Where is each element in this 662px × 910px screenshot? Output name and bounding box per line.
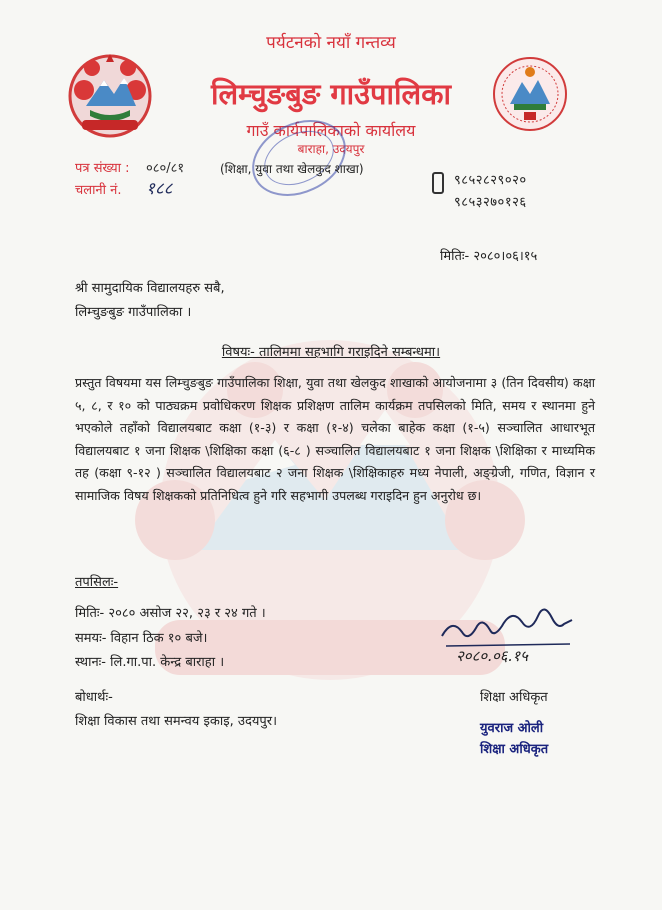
recipient-line-2: लिम्चुङबुङ गाउँपालिका । (75, 305, 192, 320)
subject-text: विषयः- तालिममा सहभागि गराइदिने सम्बन्धमा। (221, 345, 441, 360)
office-address: बाराहा, उदयपुर (297, 142, 365, 156)
office-name: गाउँ कार्यपालिकाको कार्यालय (246, 121, 416, 140)
signature-date: २०८०.०६.१५ (456, 647, 528, 665)
details-heading: तपसिलः- (75, 575, 119, 590)
patra-sankhya-value: ०८०/८१ (146, 161, 185, 176)
signatory-title: शिक्षा अधिकृत (480, 690, 548, 705)
cc-label: बोधार्थः- (75, 690, 113, 705)
municipality-name: लिम्चुङबुङ गाउँपालिका (210, 77, 451, 111)
details-place: स्थानः- लि.गा.पा. केन्द्र बाराहा । (75, 655, 225, 670)
details-time: समयः- विहान ठिक १० बजे। (75, 631, 208, 646)
patra-sankhya-label: पत्र संख्या : (75, 161, 130, 176)
subject-line (0, 342, 662, 360)
phone-number-2: ९८५३२७०१२६ (454, 195, 527, 210)
details-date: मितिः- २०८० असोज २२, २३ र २४ गते । (75, 606, 266, 621)
mobile-phone-icon (432, 172, 444, 194)
body-paragraph: प्रस्तुत विषयमा यस लिम्चुङबुङ गाउँपालिका शिक्षा, युवा तथा खेलकुद शाखाको आयोजनामा ३ (तिन दिवसीय) कक्षा ५, ८, र १० को पाठ्यक्रम प्रवोधिकरण शिक्षक प्रशिक्षण तालिम कार्यक्रम तपसिलको मिति, समय र स्थानमा हुने भएकोले तहाँको विद्यालयबाट कक्षा (१-३) र कक्षा (१-४) चलेका बाहेक कक्षा (१-५) सञ्चालित आधारभूत विद्यालयबाट १ जना शिक्षक \शिक्षिका कक्षा (६-८ ) सञ्चालित विद्यालयबाट १ जना शिक्षक \शिक्षिका र माध्यमिक तह (कक्षा ९-१२ ) सञ्चालित विद्यालयबाट २ जना शिक्षक \शिक्षिकाहरु मध्य नेपाली, अङ्ग्रेजी, गणित, विज्ञान र सामाजिक विषय शिक्षकको प्रतिनिधित्व हुने गरि सहभागी उपलब्ध गराइदिन हुन अनुरोध छ। (75, 375, 595, 503)
recipient-line-1: श्री सामुदायिक विद्यालयहरु सबै, (75, 281, 225, 296)
letterhead-motto: पर्यटनको नयाँ गन्तव्य (266, 33, 396, 53)
phone-number-1: ९८५२८२९०२० (454, 173, 527, 188)
signatory-stamp-name: युवराज ओली (480, 721, 544, 736)
letter-date: मितिः- २०८०।०६।१५ (440, 249, 538, 264)
signatory-stamp-title: शिक्षा अधिकृत (480, 742, 549, 757)
chalani-value: १८८ (146, 179, 173, 199)
department-name: (शिक्षा, युवा तथा खेलकुद शाखा) (220, 162, 364, 176)
cc-recipient: शिक्षा विकास तथा समन्वय इकाइ, उदयपुर। (75, 714, 278, 729)
chalani-label: चलानी नं. (75, 183, 122, 198)
office-stamp-icon (244, 118, 354, 198)
